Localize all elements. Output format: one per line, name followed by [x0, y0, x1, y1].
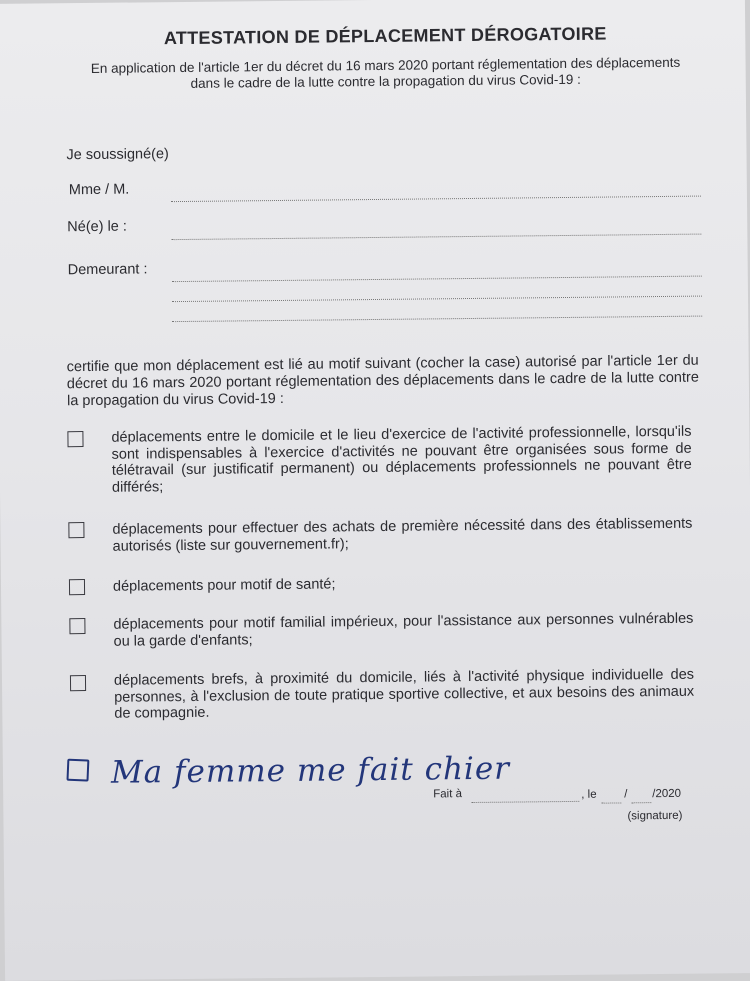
- date-year: /2020: [652, 787, 682, 801]
- reason-checkbox-4[interactable]: [69, 618, 85, 634]
- naissance-field[interactable]: [171, 233, 701, 241]
- document-title: ATTESTATION DE DÉPLACEMENT DÉROGATOIRE: [163, 23, 607, 49]
- handwritten-reason: Ma femme me fait chier: [110, 750, 511, 791]
- demeurant-field-line-1[interactable]: [172, 275, 702, 283]
- reason-text-5: déplacements brefs, à proximité du domicile, liés à l'activité physique individuelle des personnes, à l'exclusion de toute pratique sportive collective, et aux besoins des animaux de compagnie.: [113, 666, 695, 722]
- date-le-label: , le: [581, 788, 597, 801]
- date-separator: /: [624, 788, 628, 801]
- reason-text-3: déplacements pour motif de santé;: [112, 576, 336, 595]
- reason-checkbox-2[interactable]: [68, 522, 84, 538]
- demeurant-label: Demeurant :: [67, 261, 148, 279]
- nom-label: Mme / M.: [68, 181, 130, 199]
- reason-text-4: déplacements pour motif familial impérieux, pour l'assistance aux personnes vulnérables ou la garde d'enfants;: [113, 610, 694, 650]
- reason-checkbox-1[interactable]: [67, 431, 83, 447]
- demeurant-field-line-2[interactable]: [172, 295, 702, 303]
- fait-a-label: Fait à: [433, 788, 463, 801]
- reason-text-2: déplacements pour effectuer des achats de première nécessité dans des établissements autorisés (liste sur gouvernement.fr);: [112, 515, 693, 555]
- date-day-field[interactable]: [601, 801, 621, 803]
- fait-a-field[interactable]: [471, 800, 579, 803]
- document-subtitle: En application de l'article 1er du décret du 16 mars 2020 portant réglementation des déplacements dans le cadre de la lutte contre la propagation du virus Covid-19 :: [90, 54, 681, 91]
- reason-checkbox-3[interactable]: [69, 579, 85, 595]
- naissance-label: Né(e) le :: [67, 218, 127, 236]
- reason-text-1: déplacements entre le domicile et le lieu d'exercice de l'activité professionnelle, lorsqu'ils sont indispensables à l'exercice d'activités ne pouvant être organisées sous forme de télétravail (sur justificatif permanent) ou déplacements professionnels ne pouvant être différés;: [111, 423, 692, 496]
- demeurant-field-line-3[interactable]: [172, 315, 702, 323]
- reason-checkbox-5[interactable]: [70, 675, 86, 691]
- date-month-field[interactable]: [631, 801, 651, 803]
- signature-label: (signature): [627, 809, 683, 823]
- nom-field[interactable]: [171, 195, 701, 203]
- soussigne-label: Je soussigné(e): [66, 146, 169, 164]
- certification-text: certifie que mon déplacement est lié au motif suivant (cocher la case) autorisé par l'article 1er du décret du 16 mars 2020 portant réglementation des déplacements dans le cadre de la lutte contre la propagation du virus Covid-19 :: [66, 352, 699, 410]
- handwritten-checkbox[interactable]: [66, 759, 89, 782]
